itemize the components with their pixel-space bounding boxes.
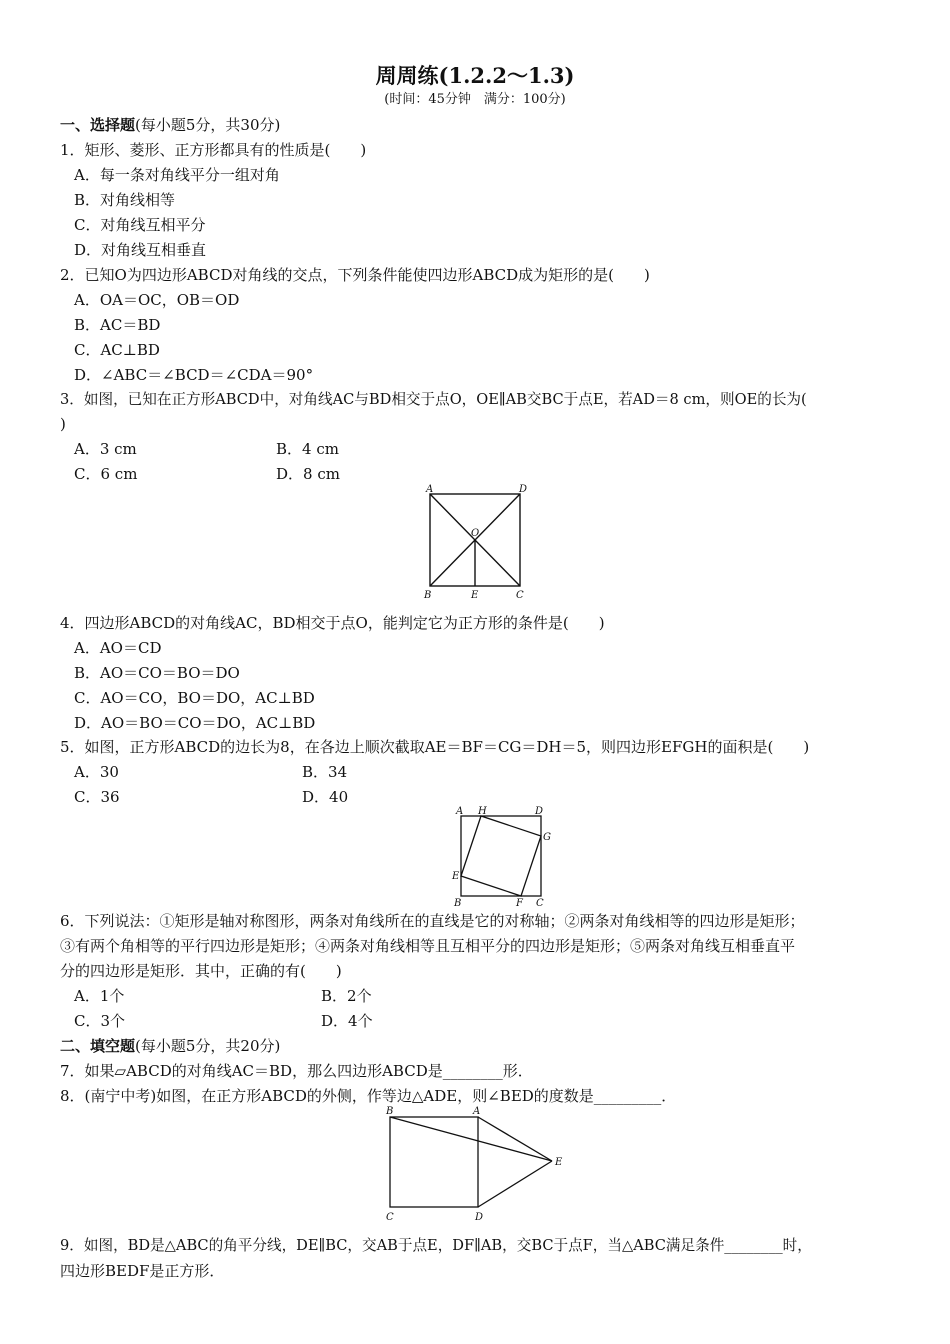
question-2-option-c: C．AC⊥BD (74, 341, 160, 359)
section-heading-note: (每小题5分，共30分) (135, 116, 281, 134)
label-a: A (456, 806, 464, 817)
question-5-option-d: D．40 (302, 788, 349, 806)
question-2-option-d: D．∠ABC＝∠BCD＝∠CDA＝90° (74, 366, 314, 384)
question-9-line-1: 9．如图，BD是△ABC的角平分线，DE∥BC，交AB于点E，DF∥AB，交BC于点F，当△ABC满足条件________时， (60, 1237, 812, 1254)
question-1-option-a: A．每一条对角线平分一组对角 (74, 166, 280, 184)
question-4-option-b: B．AO＝CO＝BO＝DO (74, 664, 240, 682)
quadrilateral-efgh (461, 816, 541, 896)
segment-be (390, 1117, 552, 1161)
section-fill-heading (60, 1035, 280, 1057)
question-1-option-d: D．对角线互相垂直 (74, 241, 207, 259)
question-3-option-a: A．3 cm (74, 440, 137, 458)
question-3-option-b: B．4 cm (276, 440, 339, 458)
question-2-option-a: A．OA＝OC，OB＝OD (74, 291, 240, 309)
question-9-line-2: 四边形BEDF是正方形． (60, 1262, 225, 1280)
question-5-stem: 5．如图，正方形ABCD的边长为8，在各边上顺次截取AE＝BF＝CG＝DH＝5，则四边形EFGH的面积是( ) (60, 738, 810, 756)
label-e: E (452, 871, 460, 882)
label-b: B (454, 898, 462, 908)
question-3-figure (418, 482, 536, 602)
section-choice-heading (60, 114, 280, 136)
question-6-line-2: ③有两个角相等的平行四边形是矩形；④两条对角线相等且互相平分的四边形是矩形；⑤两条对角线互相垂直平 (60, 937, 796, 955)
question-3-option-d: D．8 cm (276, 465, 340, 483)
question-3-stem: 3．如图，已知在正方形ABCD中，对角线AC与BD相交于点O，OE∥AB交BC于点E，若AD＝8 cm，则OE的长为( (60, 391, 807, 408)
question-6-line-3: 分的四边形是矩形．其中，正确的有( ) (60, 962, 342, 980)
label-a: A (473, 1106, 481, 1117)
label-d: D (519, 484, 528, 495)
question-4-option-c: C．AO＝CO，BO＝DO，AC⊥BD (74, 689, 315, 707)
question-8-figure (380, 1104, 570, 1226)
square-abcd (390, 1117, 478, 1207)
label-e: E (555, 1157, 563, 1168)
question-6-option-c: C．3个 (74, 1012, 126, 1030)
question-6-option-d: D．4个 (321, 1012, 373, 1030)
label-c: C (536, 898, 544, 908)
question-5-option-c: C．36 (74, 788, 120, 806)
label-h: H (478, 806, 487, 817)
question-6-option-a: A．1个 (74, 987, 125, 1005)
square-abcd (461, 816, 541, 896)
section-heading-label: 一、选择题 (60, 116, 136, 134)
question-8-text: 8．(南宁中考)如图，在正方形ABCD的外侧，作等边△ADE，则∠BED的度数是_________． (60, 1087, 677, 1105)
label-d: D (475, 1212, 484, 1223)
question-5-option-b: B．34 (302, 763, 348, 781)
label-b: B (424, 590, 432, 601)
label-e: E (471, 590, 479, 601)
question-1-option-b: B．对角线相等 (74, 191, 176, 209)
question-5-option-a: A．30 (74, 763, 119, 781)
question-3-option-c: C．6 cm (74, 465, 138, 483)
question-1-stem: 1．矩形、菱形、正方形都具有的性质是( ) (60, 141, 367, 159)
label-d: D (535, 806, 544, 817)
question-7-text: 7．如果▱ABCD的对角线AC＝BD，那么四边形ABCD是________形． (60, 1062, 533, 1080)
question-2-stem: 2．已知O为四边形ABCD对角线的交点，下列条件能使四边形ABCD成为矩形的是( ) (60, 266, 650, 284)
section-heading-note: (每小题5分，共20分) (135, 1037, 281, 1055)
label-a: A (426, 484, 434, 495)
segment-ae (478, 1117, 552, 1161)
label-o: O (471, 528, 480, 539)
label-g: G (543, 832, 551, 843)
question-5-figure (450, 804, 554, 908)
question-4-option-a: A．AO＝CD (74, 639, 162, 657)
question-4-stem: 4．四边形ABCD的对角线AC，BD相交于点O，能判定它为正方形的条件是( ) (60, 614, 605, 632)
question-6-line-1: 6．下列说法：①矩形是轴对称图形，两条对角线所在的直线是它的对称轴；②两条对角线相等的四边形是矩形； (60, 912, 805, 930)
label-c: C (516, 590, 524, 601)
label-b: B (386, 1106, 394, 1117)
question-3-stem-cont: ) (60, 415, 66, 433)
question-2-option-b: B．AC＝BD (74, 316, 161, 334)
section-heading-label: 二、填空题 (60, 1037, 136, 1055)
question-1-option-c: C．对角线互相平分 (74, 216, 206, 234)
segment-de (478, 1161, 552, 1207)
question-4-option-d: D．AO＝BO＝CO＝DO，AC⊥BD (74, 714, 316, 732)
page-title: 周周练(1.2.2～1.3) (375, 63, 575, 88)
label-f: F (516, 898, 523, 908)
question-6-option-b: B．2个 (321, 987, 372, 1005)
label-c: C (386, 1212, 394, 1223)
page-subtitle: (时间：45分钟 满分：100分) (384, 92, 566, 107)
